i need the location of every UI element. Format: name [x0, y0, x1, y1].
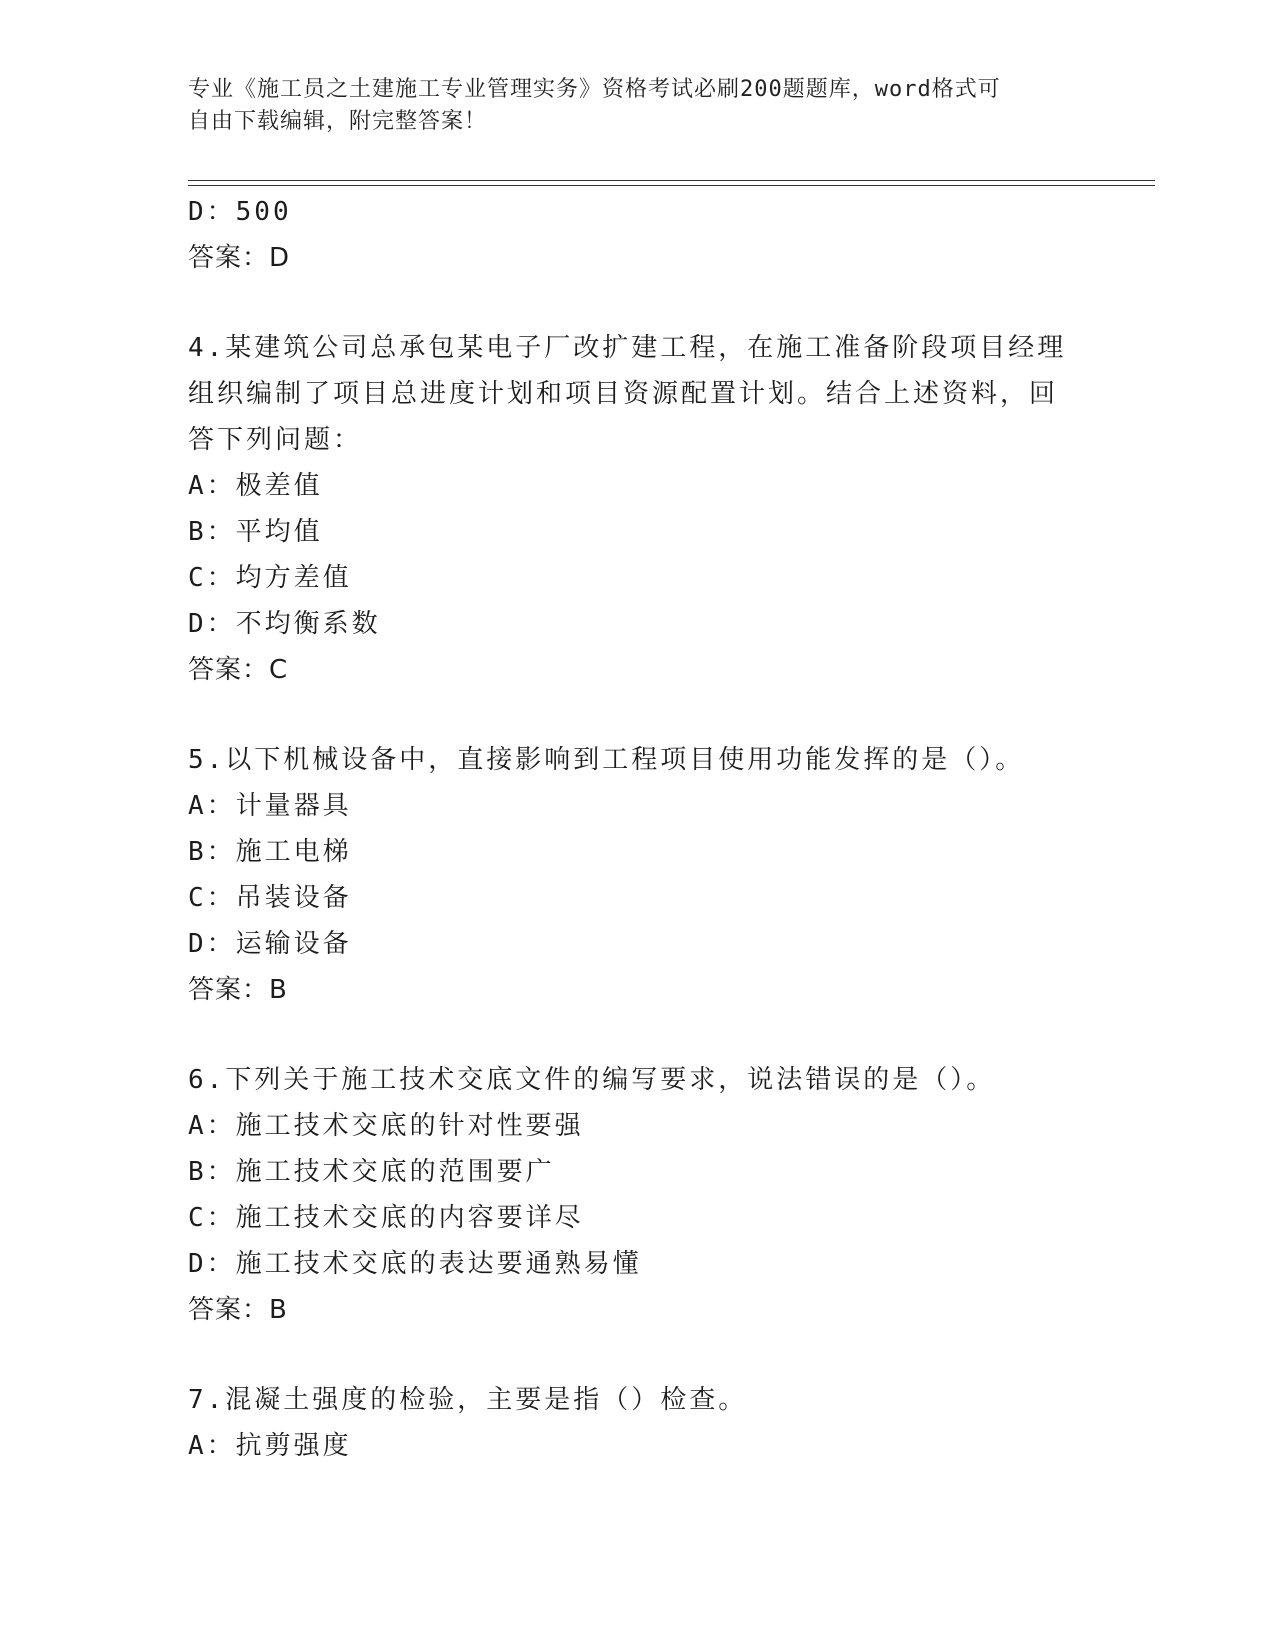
question-stem-line: 组织编制了项目总进度计划和项目资源配置计划。结合上述资料，回 — [188, 379, 1059, 409]
question-content — [188, 189, 1088, 1469]
answer-line: 答案：C — [188, 655, 289, 685]
option-line: D：500 — [188, 197, 292, 227]
question-block — [188, 1057, 1088, 1333]
header-divider-top — [188, 180, 1155, 181]
question-stem-line: 5.以下机械设备中，直接影响到工程项目使用功能发挥的是（）。 — [188, 745, 1025, 775]
option-line: A：计量器具 — [188, 791, 352, 821]
option-line: C：吊装设备 — [188, 883, 352, 913]
option-line: B：平均值 — [188, 517, 323, 547]
spacer — [188, 1013, 1088, 1057]
question-stem-line: 6.下列关于施工技术交底文件的编写要求，说法错误的是（）。 — [188, 1065, 996, 1095]
option-line: B：施工电梯 — [188, 837, 352, 867]
question-block — [188, 737, 1088, 1013]
option-line: A：极差值 — [188, 471, 323, 501]
option-line: D：施工技术交底的表达要通熟易懂 — [188, 1249, 642, 1279]
header-divider-bottom — [188, 185, 1155, 186]
option-line: D：运输设备 — [188, 929, 352, 959]
header-title-line-2: 自由下载编辑，附完整答案！ — [188, 109, 488, 134]
header-title-line-1: 专业《施工员之土建施工专业管理实务》资格考试必刷200题题库，word格式可 — [188, 77, 1001, 102]
spacer — [188, 693, 1088, 737]
option-line: B：施工技术交底的范围要广 — [188, 1157, 555, 1187]
option-line: C：均方差值 — [188, 563, 352, 593]
question-stem-line: 答下列问题： — [188, 425, 363, 455]
question-block — [188, 1377, 1088, 1469]
document-header — [188, 74, 1088, 138]
option-line: C：施工技术交底的内容要详尽 — [188, 1203, 584, 1233]
option-line: A：抗剪强度 — [188, 1431, 352, 1461]
answer-line: 答案：B — [188, 975, 288, 1005]
answer-line: 答案：B — [188, 1295, 288, 1325]
option-line: A：施工技术交底的针对性要强 — [188, 1111, 584, 1141]
question-stem-line: 4.某建筑公司总承包某电子厂改扩建工程，在施工准备阶段项目经理 — [188, 333, 1067, 363]
spacer — [188, 281, 1088, 325]
question-block — [188, 325, 1088, 693]
answer-line: 答案：D — [188, 243, 291, 273]
question-stem-line: 7.混凝土强度的检验，主要是指（）检查。 — [188, 1385, 748, 1415]
option-line: D：不均衡系数 — [188, 609, 381, 639]
spacer — [188, 1333, 1088, 1377]
